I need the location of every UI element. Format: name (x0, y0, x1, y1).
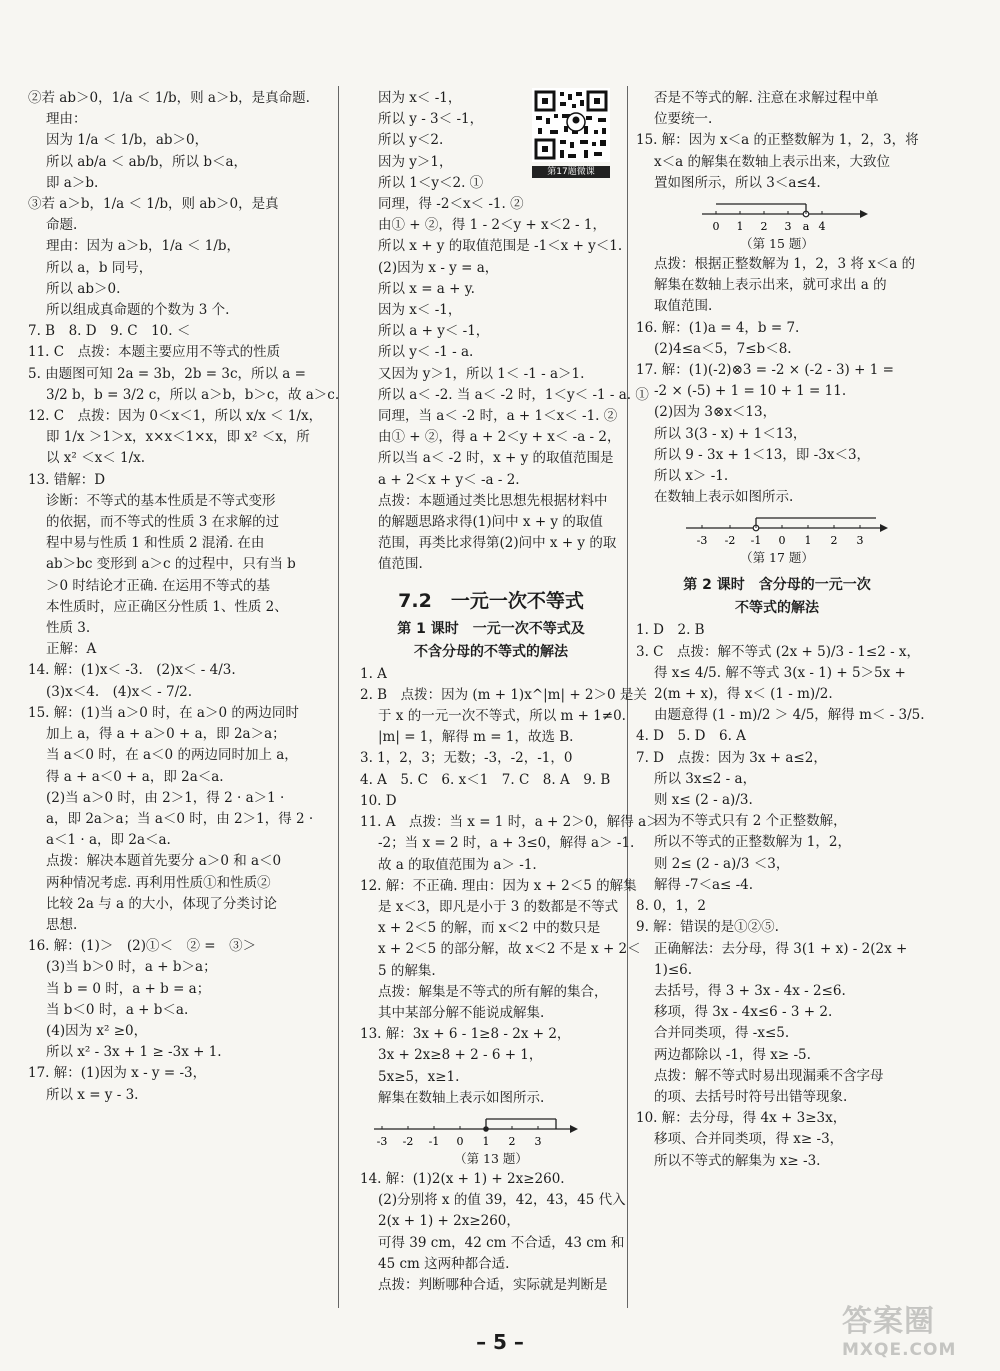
col3-top-line: 位要统一. (654, 111, 713, 128)
col1-line: 5. 由题图可知 2a = 3b，2b = 3c，所以 a = (28, 365, 306, 382)
col3-bottom-line: 移项、合并同类项，得 x≥ -3， (654, 1131, 844, 1148)
axis17_ticks-label: -1 (750, 534, 762, 548)
col2-top-line: 所以 a + y＜ -1， (378, 323, 490, 340)
col3-mid-line: 所以 3(3 - x) + 1＜13， (654, 425, 807, 442)
col1-line: 程中易与性质 1 和性质 2 混淆. 在由 (46, 535, 265, 552)
col2-top-line: 所以 y＜2. (378, 132, 444, 149)
col1-line: 所以 ab/a ＜ ab/b，所以 b＜a， (46, 153, 248, 170)
col2-bottom-line: 解集在数轴上表示如图所示. (378, 1089, 545, 1106)
col1-line: 所以组成真命题的个数为 3 个. (46, 302, 230, 319)
col2-top-line: 所以当 a＜ -2 时，x + y 的取值范围是 (378, 450, 614, 467)
col2-top-line: 所以 x = a + y. (378, 280, 475, 297)
col1-line: 12. C 点拨：因为 0＜x＜1，所以 x/x ＜ 1/x， (28, 408, 323, 425)
col3-bottom-line: 所以不等式的解集为 x≥ -3. (654, 1152, 821, 1169)
col1-line: 正解：A (46, 641, 97, 658)
col2-bottom-line: |m| = 1，解得 m = 1，故选 B. (378, 729, 574, 746)
col1-line: 所以 ab＞0. (46, 280, 121, 297)
col3-bottom-line: 去括号，得 3 + 3x - 4x - 2≤6. (654, 982, 846, 999)
col1-line: 加上 a，得 a + a＞0 + a，即 2a＞a； (46, 726, 286, 743)
col3-bottom-line: 2(m + x)，得 x＜ (1 - m)/2. (654, 686, 833, 703)
col1-line: 两种情况考虑. 再利用性质①和性质② (46, 874, 271, 891)
section-title: 7.2 一元一次不等式 (398, 589, 584, 612)
col1-line: 因为 1/a ＜ 1/b，ab＞0， (46, 132, 209, 149)
col2-bottom-line: 10. D (360, 792, 397, 809)
qr-code-icon (532, 88, 610, 162)
col1-line: 3/2 b，b = 3/2 c，所以 a＞b，b＞c，故 a＞c. (46, 386, 340, 403)
axis13_ticks-label: -2 (402, 1134, 414, 1148)
col2-top-line: 点拨：本题通过类比思想先根据材料中 (378, 492, 608, 509)
col3-bottom-line: 则 2≤ (2 - a)/3 ＜3， (654, 855, 790, 872)
watermark-line-1: 答案圈 (842, 1304, 935, 1339)
axis15_ticks-label: 0 (712, 220, 720, 234)
column-3-top-block (636, 88, 918, 194)
col2-bottom-line: -2；当 x = 2 时，a + 3≤0，解得 a＞ -1. (378, 835, 635, 852)
col3-mid-line: -2 × (-5) + 1 = 10 + 1 = 11. (654, 383, 847, 400)
col3-bottom-line: 合并同类项，得 -x≤5. (654, 1025, 790, 1042)
col1-line: ②若 ab＞0，1/a ＜ 1/b，则 a＞b，是真命题. (28, 90, 310, 106)
axis17_ticks-label: -3 (696, 534, 708, 548)
column-3-bottom-block (636, 620, 925, 1171)
col2-bottom-line: 1. A (360, 665, 387, 682)
col1-line: 的依据，而不等式的性质 3 在求解的过 (46, 514, 280, 531)
col2-top-line: 同理，得 -2＜x＜ -1. ② (378, 196, 524, 213)
col2-top-line: 同理，当 a＜ -2 时，a + 1＜x＜ -1. ② (378, 408, 618, 425)
col2-bottom-line: 4. A 5. C 6. x＜1 7. C 8. A 9. B (360, 771, 611, 788)
col1-line: ab＞bc 变形到 a＞c 的过程中，只有当 b (46, 556, 296, 573)
col2-bottom-line: 13. 解：3x + 6 - 1≥8 - 2x + 2， (360, 1026, 571, 1043)
axis17_ticks-label: 1 (804, 534, 812, 548)
col2-bottom-line: x + 2＜5 的部分解，故 x＜2 不是 x + 2＜ (378, 941, 641, 958)
col3-bottom-line: 点拨：解不等式时易出现漏乘不含字母 (654, 1067, 884, 1084)
col2-bottom-line: 5 的解集. (378, 962, 436, 979)
col1-line: 点拨：解决本题首先要分 a＞0 和 a＜0 (46, 853, 282, 870)
number-line-13 (360, 1115, 622, 1149)
col2-bottom-line: 其中某部分解不能说成解集. (378, 1004, 545, 1021)
col1-line: 15. 解：(1)当 a＞0 时，在 a＞0 的两边同时 (28, 704, 299, 721)
axis13_ticks-label: 1 (482, 1134, 490, 1148)
axis17_ticks-label: 0 (778, 534, 786, 548)
col3-mid-line: 所以 x＞ -1. (654, 468, 729, 485)
col1-line: 17. 解：(1)因为 x - y = -3， (28, 1065, 207, 1082)
col2-top-line: 所以 1＜y＜2. ① (378, 174, 484, 191)
axis13_ticks-label: -1 (428, 1134, 440, 1148)
column-1 (28, 88, 340, 1106)
col2-bottom-line: 于 x 的一元一次不等式，所以 m + 1≠0. (378, 708, 626, 725)
col3-bottom-line: 所以 3x≤2 - a， (654, 770, 757, 787)
col3-mid-line: 点拨：根据正整数解为 1，2，3 将 x＜a 的 (654, 256, 916, 273)
col1-line: 命题. (46, 217, 78, 234)
axis15_ticks-label: a (802, 220, 810, 234)
col3-mid-line: 所以 9 - 3x + 1＜13，即 -3x＜3， (654, 446, 871, 463)
col2-bottom-line: 3x + 2x≥8 + 2 - 6 + 1， (378, 1047, 543, 1064)
col3-bottom-line: 解得 -7＜a≤ -4. (654, 876, 754, 893)
col3-bottom-line: 两边都除以 -1，得 x≥ -5. (654, 1046, 811, 1063)
col1-line: (3)x＜4. (4)x＜ - 7/2. (46, 683, 193, 700)
col2-end-line: 45 cm 这两种都合适. (378, 1255, 510, 1272)
col2-top-line: 又因为 y＞1，所以 1＜ -1 - a＞1. (378, 365, 585, 382)
col2-bottom-line: 2. B 点拨：因为 (m + 1)x^|m| + 2＞0 是关 (360, 686, 647, 703)
col1-line: a，即 2a＞a；当 a＜0 时，由 2＞1，得 2 · (46, 810, 314, 827)
col2-top-line: (2)因为 x - y = a， (378, 259, 499, 276)
axis13_ticks-label: -3 (376, 1134, 388, 1148)
col1-line: 7. B 8. D 9. C 10. ＜ (28, 323, 191, 340)
column-2 (360, 88, 660, 1296)
col2-top-line: 因为 y＞1， (378, 153, 453, 170)
col3-bottom-line: 1)≤6. (654, 961, 693, 978)
col1-line: 理由：因为 a＞b，1/a ＜ 1/b， (46, 238, 241, 255)
col3-bottom-line: 得 x≤ 4/5. 解不等式 3(x - 1) + 5＞5x + (654, 664, 906, 681)
axis17_ticks-label: -2 (724, 534, 736, 548)
col3-mid-line: (2)因为 3⊗x＜13， (654, 404, 777, 421)
col1-line: 13. 错解：D (28, 471, 106, 488)
page-number: – 5 – (476, 1330, 524, 1354)
col1-line: 理由： (46, 111, 87, 128)
col3-bottom-line: 3. C 点拨：解不等式 (2x + 5)/3 - 1≤2 - x， (636, 643, 921, 660)
col2-bottom-line: x + 2＜5 的解，而 x＜2 中的数只是 (378, 920, 601, 937)
col1-line: 11. C 点拨：本题主要应用不等式的性质 (28, 344, 281, 361)
col3-mid-line: 16. 解：(1)a = 4，b = 7. (636, 319, 800, 336)
col2-bottom-line: 点拨：解集是不等式的所有解的集合， (378, 983, 608, 1000)
col3-bottom-line: 移项，得 3x - 4x≤6 - 3 + 2. (654, 1004, 833, 1021)
column-2-bottom-block (360, 664, 660, 1109)
col1-line: 当 b = 0 时，a + b = a； (46, 980, 211, 997)
col2-bottom-line: 3. 1，2，3；无数；-3，-2，-1，0 (360, 750, 573, 767)
lesson-1-title-line-1: 第 1 课时 一元一次不等式及 (397, 620, 585, 637)
col2-bottom-line: 5x≥5，x≥1. (378, 1068, 460, 1085)
col3-top-line: 否是不等式的解. 注意在求解过程中单 (654, 90, 879, 106)
axis13_ticks-label: 0 (456, 1134, 464, 1148)
col2-top-line: 范围，再类比求得第(2)问中 x + y 的取 (378, 535, 617, 552)
col3-bottom-line: 4. D 5. D 6. A (636, 728, 746, 745)
col3-mid-line: 解集在数轴上表示出来，就可求出 a 的 (654, 277, 887, 294)
col2-top-line: 由① + ②，得 a + 2＜y + x＜ -a - 2， (378, 429, 621, 446)
axis15_ticks-label: 4 (818, 220, 826, 234)
col3-mid-line: (2)4≤a＜5，7≤b＜8. (654, 340, 792, 357)
col3-top-line: 15. 解：因为 x＜a 的正整数解为 1，2，3，将 (636, 132, 919, 149)
axis15_ticks-label: 1 (736, 220, 744, 234)
col1-line: 比较 2a 与 a 的大小，体现了分类讨论 (46, 895, 277, 912)
col3-mid-line: 取值范围. (654, 298, 713, 315)
col2-top-line: 所以 y＜ -1 - a. (378, 344, 474, 361)
fig-13-caption: （第 13 题） (454, 1150, 528, 1166)
col1-line: 诊断：不等式的基本性质是不等式变形 (46, 492, 276, 509)
col3-mid-line: 17. 解：(1)(-2)⊗3 = -2 × (-2 - 3) + 1 = (636, 362, 894, 379)
col3-bottom-line: 的项、去括号时符号出错等现象. (654, 1088, 848, 1105)
qr-caption: 第17题微课 (532, 166, 610, 178)
watermark (842, 1296, 992, 1366)
col1-line: 本性质时，应正确区分性质 1、性质 2、 (46, 598, 288, 615)
col1-line: 所以 x = y - 3. (46, 1086, 139, 1103)
col1-line: (2)当 a＞0 时，由 2＞1，得 2 · a＞1 · (46, 789, 285, 806)
col2-end-line: (2)分别将 x 的值 39，42，43，45 代入 (378, 1192, 626, 1209)
axis17_ticks-label: 2 (830, 534, 838, 548)
col2-top-line: 由① + ②，得 1 - 2＜y + x＜2 - 1， (378, 217, 606, 234)
col1-line: (4)因为 x² ≥0， (46, 1022, 148, 1039)
col3-top-line: 置如图所示，所以 3＜a≤4. (654, 174, 821, 191)
col2-bottom-line: 是 x＜3，即凡是小于 3 的数都是不等式 (378, 898, 619, 915)
axis17_ticks-label: 3 (856, 534, 864, 548)
col2-top-line: 所以 y - 3＜ -1， (378, 111, 484, 128)
col2-bottom-line: 故 a 的取值范围为 a＞ -1. (378, 856, 537, 873)
lesson-2-title-line-1: 第 2 课时 含分母的一元一次 (683, 577, 871, 594)
col2-bottom-line: 11. A 点拨：当 x = 1 时，a + 2＞0，解得 a＞ (360, 814, 660, 831)
col2-top-line: 因为 x＜ -1， (378, 90, 462, 106)
col1-line: ③若 a＞b，1/a ＜ 1/b，则 ab＞0，是真 (28, 196, 279, 213)
col3-bottom-line: 10. 解：去分母，得 4x + 3≥3x， (636, 1110, 847, 1127)
number-line-17 (636, 514, 918, 548)
col3-bottom-line: 8. 0，1，2 (636, 898, 706, 915)
watermark-line-2: MXQE.COM (842, 1340, 957, 1360)
column-3 (636, 88, 925, 1172)
col2-top-line: 值范围. (378, 556, 423, 573)
col3-mid-line: 在数轴上表示如图所示. (654, 489, 794, 506)
col1-line: 14. 解：(1)x＜ -3. (2)x＜ - 4/3. (28, 662, 236, 679)
col2-top-line: a + 2＜x + y＜ -a - 2. (378, 471, 520, 488)
lesson-2-title-line-2: 不等式的解法 (735, 600, 819, 617)
col2-top-line: 因为 x＜ -1， (378, 302, 462, 319)
col2-top-line: 所以 x + y 的取值范围是 -1＜x + y＜1. (378, 238, 623, 255)
qr-code[interactable] (532, 88, 610, 177)
fig-15-caption: （第 15 题） (740, 236, 814, 252)
col2-end-line: 2(x + 1) + 2x≥260， (378, 1213, 520, 1230)
col3-bottom-line: 所以不等式的正整数解为 1，2， (654, 834, 851, 851)
col1-line: 思想. (46, 916, 78, 933)
col1-line: 以 x² ＜x＜ 1/x. (46, 450, 146, 467)
col3-bottom-line: 由题意得 (1 - m)/2 ＞ 4/5，解得 m＜ - 3/5. (654, 707, 925, 724)
col2-end-line: 点拨：判断哪种合适，实际就是判断是 (378, 1276, 608, 1293)
axis15_ticks-label: 3 (784, 220, 792, 234)
col1-line: 所以 a，b 同号， (46, 259, 153, 276)
axis13_ticks-label: 3 (534, 1134, 542, 1148)
fig-17-caption: （第 17 题） (740, 550, 814, 566)
col3-bottom-line: 正确解法：去分母，得 3(1 + x) - 2(2x + (654, 940, 908, 957)
col1-line: a＜1 · a，即 2a＜a. (46, 832, 171, 849)
col3-top-line: x＜a 的解集在数轴上表示出来，大致位 (654, 153, 890, 170)
number-line-15 (636, 200, 918, 234)
axis13_ticks-label: 2 (508, 1134, 516, 1148)
col1-line: 性质 3. (46, 620, 91, 637)
column-2-end-block (360, 1169, 626, 1296)
axis15_ticks-label: 2 (760, 220, 768, 234)
col3-bottom-line: 9. 解：错误的是①②⑤. (636, 919, 779, 936)
column-3-middle-block (636, 254, 918, 508)
col3-bottom-line: 7. D 点拨：因为 3x + a≤2， (636, 749, 827, 766)
column-divider-1 (338, 86, 339, 1308)
col2-end-line: 可得 39 cm，42 cm 不合适，43 cm 和 (378, 1234, 625, 1251)
col1-line: 即 1/x ＞1＞x，x×x＜1×x，即 x² ＜x，所 (46, 429, 310, 446)
col2-end-line: 14. 解：(1)2(x + 1) + 2x≥260. (360, 1170, 565, 1187)
col3-bottom-line: 因为不等式只有 2 个正整数解， (654, 813, 847, 830)
col1-line: 当 b＜0 时，a + b＜a. (46, 1001, 189, 1018)
col1-line: 16. 解：(1)＞ (2)①＜ ② = ③＞ (28, 938, 257, 955)
col3-bottom-line: 则 x≤ (2 - a)/3. (654, 792, 753, 809)
col2-bottom-line: 12. 解：不正确. 理由：因为 x + 2＜5 的解集 (360, 877, 637, 894)
col3-bottom-line: 1. D 2. B (636, 622, 705, 639)
col2-top-line: 的解题思路求得(1)问中 x + y 的取值 (378, 514, 603, 531)
col1-line: 所以 x² - 3x + 1 ≥ -3x + 1. (46, 1044, 222, 1061)
col1-line: 即 a＞b. (46, 174, 99, 191)
col2-top-line: 所以 a＜ -2. 当 a＜ -2 时，1＜y＜ -1 - a. ① (378, 386, 649, 403)
col1-line: 当 a＜0 时，在 a＜0 的两边同时加上 a， (46, 747, 298, 764)
col1-line: 得 a + a＜0 + a，即 2a＜a. (46, 768, 224, 785)
col1-line: ＞0 时结论才正确. 在运用不等式的基 (46, 577, 270, 594)
lesson-1-title-line-2: 不含分母的不等式的解法 (414, 643, 568, 660)
col1-line: (3)当 b＞0 时，a + b＞a； (46, 959, 217, 976)
